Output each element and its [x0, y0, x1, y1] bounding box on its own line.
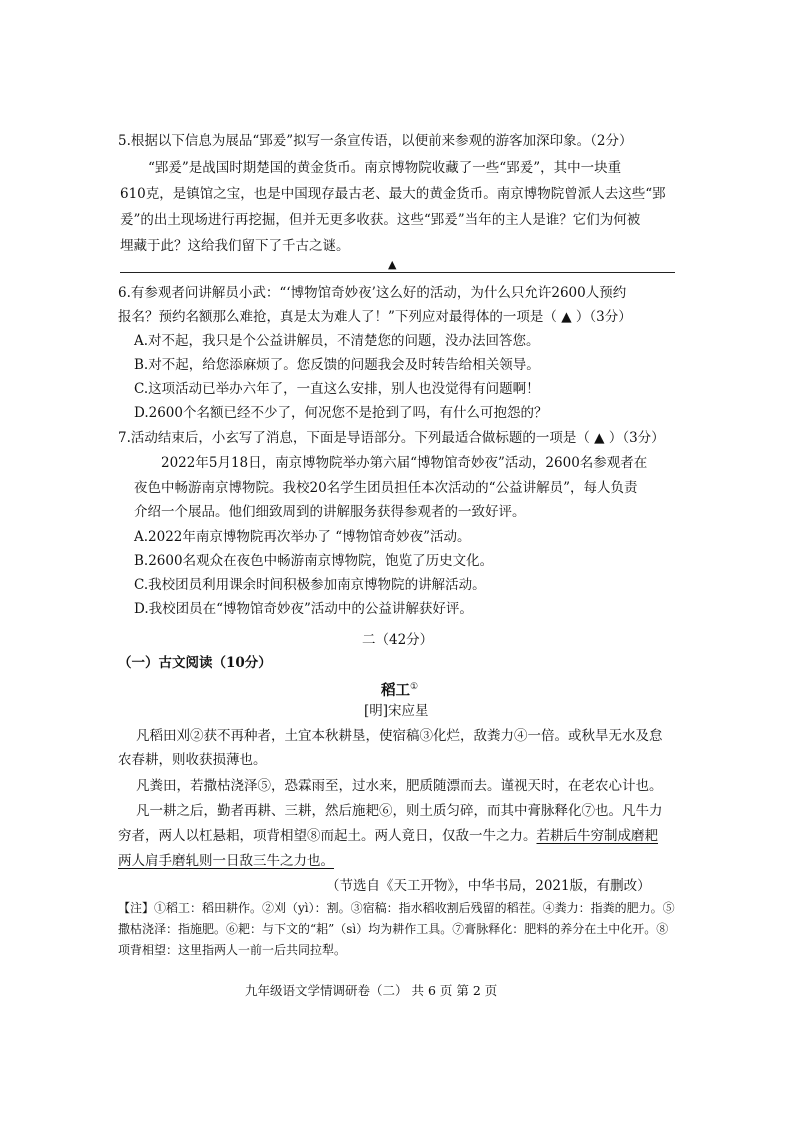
q5-passage-line-4: 埋藏于此？这给我们留下了千古之谜。: [120, 238, 350, 254]
q7-passage-line-1: 2022年5月18日，南京博物院举办第六届“博物馆奇妙夜”活动，2600名参观者在: [161, 455, 648, 471]
passage-title-note: ①: [410, 682, 419, 692]
notes-line-3: 项背相望：这里指两人一前一后共同拉犁。: [118, 943, 347, 957]
q7-passage-line-2: 夜色中畅游南京博物院。我校20名学生团员担任本次活动的“公益讲解员”，每人负责: [134, 480, 638, 496]
q7-option-a: A.2022年南京博物院再次举办了 “博物馆奇妙夜”活动。: [134, 529, 471, 545]
q6-option-a: A.对不起，我只是个公益讲解员，不清楚您的问题，没办法回答您。: [134, 333, 540, 349]
passage-para-1-line-1: 凡稻田刈②获不再种者，土宜本秋耕垦，使宿稿③化烂，敌粪力④一倍。或秋旱无水及怠: [136, 728, 663, 744]
passage-title-text: 稻工: [381, 681, 410, 699]
q6-option-b: B.对不起，给您添麻烦了。您反馈的问题我会及时转告给相关领导。: [134, 357, 540, 373]
q6-option-d: D.2600个名额已经不少了，何况您不是抢到了吗，有什么可抱怨的？: [134, 405, 548, 421]
q5-passage-line-2: 610克，是镇馆之宝，也是中国现存最古老、最大的黄金货币。南京博物院曾派人去这些“郢: [120, 186, 666, 202]
q6-question-line-2: 报名？预约名额那么难抢，真是太为难人了！”下列应对最得体的一项是（ ▲ ）（3分）: [118, 309, 632, 325]
section-heading: 二（42分）: [362, 632, 434, 648]
passage-para-3-line-1: 凡一耕之后，勤者再耕、三耕，然后施耙⑥，则土质匀碎，而其中膏脉释化⑦也。凡牛力: [136, 803, 663, 819]
passage-para-2: 凡粪田，若撒枯浇泽⑤，恐霖雨至，过水来，肥质随漂而去。谨视天时，在老农心计也。: [136, 778, 663, 794]
q6-question-line-1: 6.有参观者问讲解员小武：“‘博物馆奇妙夜’这么好的活动，为什么只允许2600人预约: [118, 285, 627, 301]
q7-question: 7.活动结束后，小玄写了消息，下面是导语部分。下列最适合做标题的一项是（ ▲ ）（3分）: [118, 430, 665, 446]
q5-passage-line-3: 爰”的出土现场进行再挖掘，但并无更多收获。这些“郢爰”当年的主人是谁？它们为何被: [120, 212, 641, 228]
answer-line: [120, 272, 675, 273]
notes-line-2: 撒枯浇泽：指施肥。⑥耙：与下文的“耜”（sì）均为耕作工具。⑦膏脉释化：肥料的养分在土中化开。⑧: [118, 922, 669, 936]
passage-para-3-plain: 穷者，两人以杠悬耜，项背相望⑧而起土。两人竟日，仅敌一牛之力。: [118, 828, 537, 844]
passage-source: （节选自《天工开物》，中华书局，2021版，有删改）: [326, 878, 651, 894]
passage-title: [381, 677, 418, 701]
q5-question: 5.根据以下信息为展品“郢爰”拟写一条宣传语，以便前来参观的游客加深印象。（2分）: [118, 133, 633, 149]
q7-passage-line-3: 介绍一个展品。他们细致周到的讲解服务获得参观者的一致好评。: [134, 504, 526, 520]
q7-option-b: B.2600名观众在夜色中畅游南京博物院，饱览了历史文化。: [134, 553, 494, 569]
q6-option-c: C.这项活动已举办六年了，一直这么安排，别人也没觉得有问题啊！: [134, 381, 540, 397]
passage-para-3-line-2: [118, 826, 658, 846]
sub-section-heading: （一）古文阅读（10分）: [118, 655, 272, 671]
passage-para-3-underlined-b: 两人肩手磨轧则一日敌三牛之力也。: [118, 853, 334, 869]
q7-option-c: C.我校团员利用课余时间积极参加南京博物院的讲解活动。: [134, 577, 486, 593]
passage-para-1-line-2: 农春耕，则收获损薄也。: [118, 752, 267, 768]
passage-para-3-underlined-a: 若耕后牛穷制成磨耙: [536, 828, 658, 844]
passage-author: [明]宋应星: [364, 703, 429, 719]
page-footer: 九年级语文学情调研卷（二） 共 6 页 第 2 页: [245, 983, 498, 998]
q5-passage-line-1: “郢爰”是战国时期楚国的黄金货币。南京博物院收藏了一些“郢爰”，其中一块重: [148, 160, 622, 176]
q7-option-d: D.我校团员在“博物馆奇妙夜”活动中的公益讲解获好评。: [134, 601, 473, 617]
notes-line-1: 【注】①稻工：稻田耕作。②刈（yì）：割。③宿稿：指水稻收割后残留的稻茬。④粪力：指粪的肥力。⑤: [118, 901, 675, 915]
answer-triangle-mark: ▲: [388, 258, 397, 271]
